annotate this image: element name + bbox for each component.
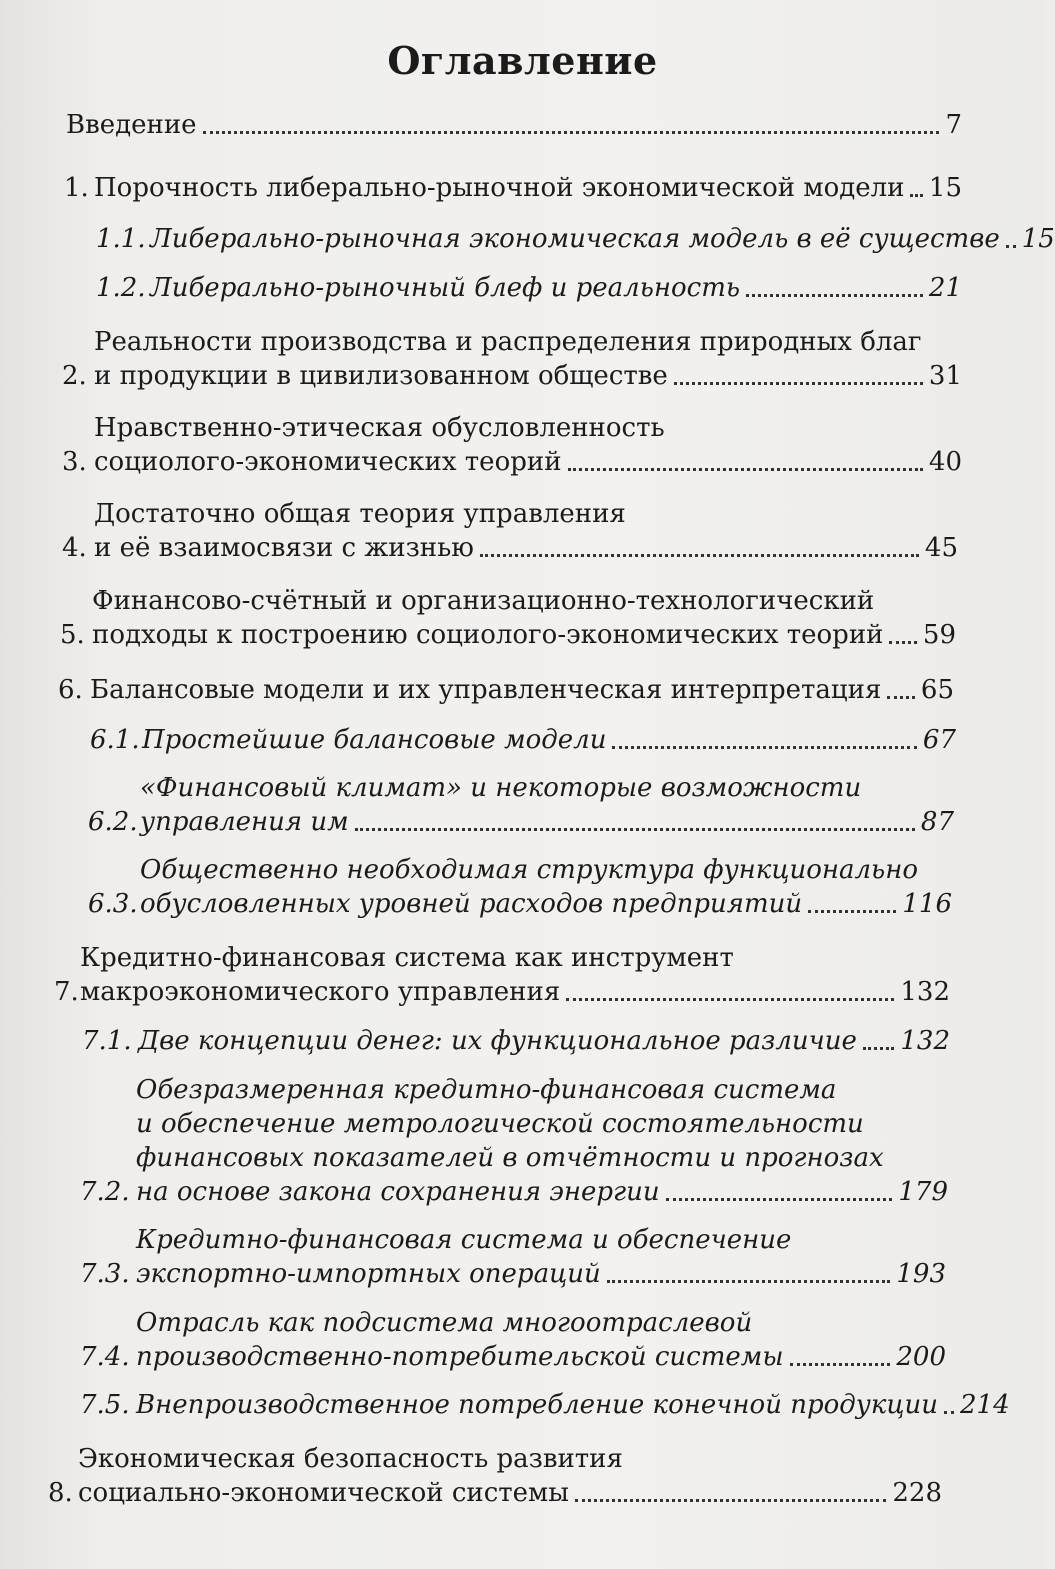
toc-page-number: 200 [896,1342,946,1372]
dot-leader [790,1362,891,1366]
toc-page-number: 214 [959,1390,1010,1420]
toc-page-number: 116 [902,889,952,919]
toc-entry-title-line: и обеспечение метрологической состоятельности [136,1109,864,1139]
toc-entry [88,853,952,921]
toc-page-number: 193 [896,1259,946,1289]
toc-entry [80,1388,1010,1422]
toc-entry [54,941,950,1009]
toc-entry-title-line: Финансово-счётный и организационно-технологический [92,586,875,616]
toc-entry-title-line: «Финансовый климат» и некоторые возможности [140,773,862,803]
toc-page-number: 15 [1021,224,1055,254]
toc-entry [62,497,958,565]
toc-entry-title-line: Кредитно-финансовая система и обеспечение [136,1225,792,1255]
toc-entry [80,1223,946,1291]
toc-entry-title-line: Введение [66,110,197,140]
toc-entry-number: 1.2. [96,273,146,303]
toc-entry-title-line: и продукции в цивилизованном обществе [94,361,668,391]
toc-page-number: 40 [928,447,962,477]
toc-entry [96,222,1055,256]
toc-page-number: 67 [922,725,956,755]
toc-entry-number: 7. [54,977,79,1007]
toc-entry-title-line: социально-экономической системы [78,1478,569,1508]
toc-entry-title-line: обусловленных уровней расходов предприятий [140,889,803,919]
toc-entry-title-line: Отрасль как подсистема многоотраслевой [136,1308,753,1338]
dot-leader [612,745,916,749]
dot-leader [887,695,915,699]
toc-entry-title-line: Либерально-рыночный блеф и реальность [150,273,741,303]
toc-entry-number: 4. [62,533,87,563]
toc-entry-number: 7.3. [80,1259,130,1289]
toc-entry [62,325,962,393]
dot-leader [674,381,923,385]
toc-entry-number: 2. [62,361,87,391]
toc-page-number: 87 [920,807,954,837]
toc-entry-number: 7.1. [82,1026,132,1056]
dot-leader [575,1498,886,1502]
toc-entry-number: 1.1. [96,224,146,254]
toc-entry-title-line: подходы к построению социолого-экономических теорий [92,620,884,650]
toc-page-number: 132 [900,1026,950,1056]
toc-page-number: 132 [900,977,950,1007]
toc-entry-number: 8. [48,1478,73,1508]
toc-entry-title-line: Реальности производства и распределения природных благ [94,327,922,357]
toc-entry-title-line: на основе закона сохранения энергии [136,1177,660,1207]
toc-page-number: 228 [892,1478,942,1508]
toc-entry [88,771,954,839]
toc-entry-title-line: Достаточно общая теория управления [94,499,626,529]
toc-entry-number: 5. [60,620,85,650]
toc-entry-title-line: Обезразмеренная кредитно-финансовая система [136,1075,837,1105]
toc-entry-number: 6.1. [90,725,140,755]
toc-entry-number: 6.2. [88,807,138,837]
toc-entry [58,673,954,707]
toc-page-number: 7 [945,110,962,140]
toc-entry [82,1024,950,1058]
toc-page-number: 65 [920,675,954,705]
toc-entry-title-line: Нравственно-этическая обусловленность [94,413,665,443]
toc-entry-title-line: Порочность либерально-рыночной экономической модели [94,173,905,203]
dot-leader [746,293,923,297]
toc-entry [80,1073,948,1209]
dot-leader [566,997,894,1001]
toc-entry [62,411,962,479]
toc-entry-title-line: экспортно-импортных операций [136,1259,601,1289]
toc-entry [90,723,956,757]
dot-leader [1006,244,1016,248]
toc-entry [66,108,962,142]
toc-entry-title-line: управления им [140,807,349,837]
toc-entry-title-line: социолого-экономических теорий [94,447,562,477]
toc-entry-title-line: Внепроизводственное потребление конечной продукции [136,1390,938,1420]
dot-leader [607,1279,891,1283]
dot-leader [944,1410,954,1414]
toc-entry [60,584,956,652]
toc-entry [80,1306,946,1374]
dot-leader [480,553,919,557]
toc-entry-title-line: Две концепции денег: их функциональное различие [138,1026,857,1056]
toc-entry-title-line: финансовых показателей в отчётности и прогнозах [136,1143,884,1173]
toc-entry-title-line: макроэкономического управления [80,977,561,1007]
dot-leader [889,640,916,644]
dot-leader [910,193,922,197]
dot-leader [863,1046,894,1050]
toc-page-number: 45 [924,533,958,563]
toc-entry-title-line: Общественно необходимая структура функционально [140,855,918,885]
toc-entry [96,271,962,305]
toc-entry-number: 6. [58,675,83,705]
toc-entry [64,171,962,205]
toc-entry-title-line: Балансовые модели и их управленческая интерпретация [90,675,882,705]
toc-entry-number: 3. [62,447,87,477]
toc-entry-number: 7.4. [80,1342,130,1372]
page-title: Оглавление [387,38,658,83]
toc-entry-title-line: Кредитно-финансовая система как инструмент [80,943,734,973]
dot-leader [568,467,923,471]
toc-entry-title-line: производственно-потребительской системы [136,1342,784,1372]
dot-leader [808,909,896,913]
toc-entry-title-line: Либерально-рыночная экономическая модель в её существе [150,224,1000,254]
toc-page-number: 21 [928,273,962,303]
dot-leader [666,1197,893,1201]
toc-entry-title-line: Экономическая безопасность развития [78,1444,623,1474]
toc-page-number: 31 [928,361,962,391]
toc-entry-title-line: Простейшие балансовые модели [142,725,607,755]
toc-entry [48,1442,942,1510]
toc-page-number: 15 [928,173,962,203]
dot-leader [355,827,915,831]
toc-entry-number: 7.5. [80,1390,130,1420]
toc-entry-number: 6.3. [88,889,138,919]
toc-page-number: 179 [898,1177,948,1207]
dot-leader [203,130,940,134]
toc-entry-number: 7.2. [80,1177,130,1207]
toc-entry-number: 1. [64,173,89,203]
toc-entry-title-line: и её взаимосвязи с жизнью [94,533,474,563]
toc-page-number: 59 [922,620,956,650]
